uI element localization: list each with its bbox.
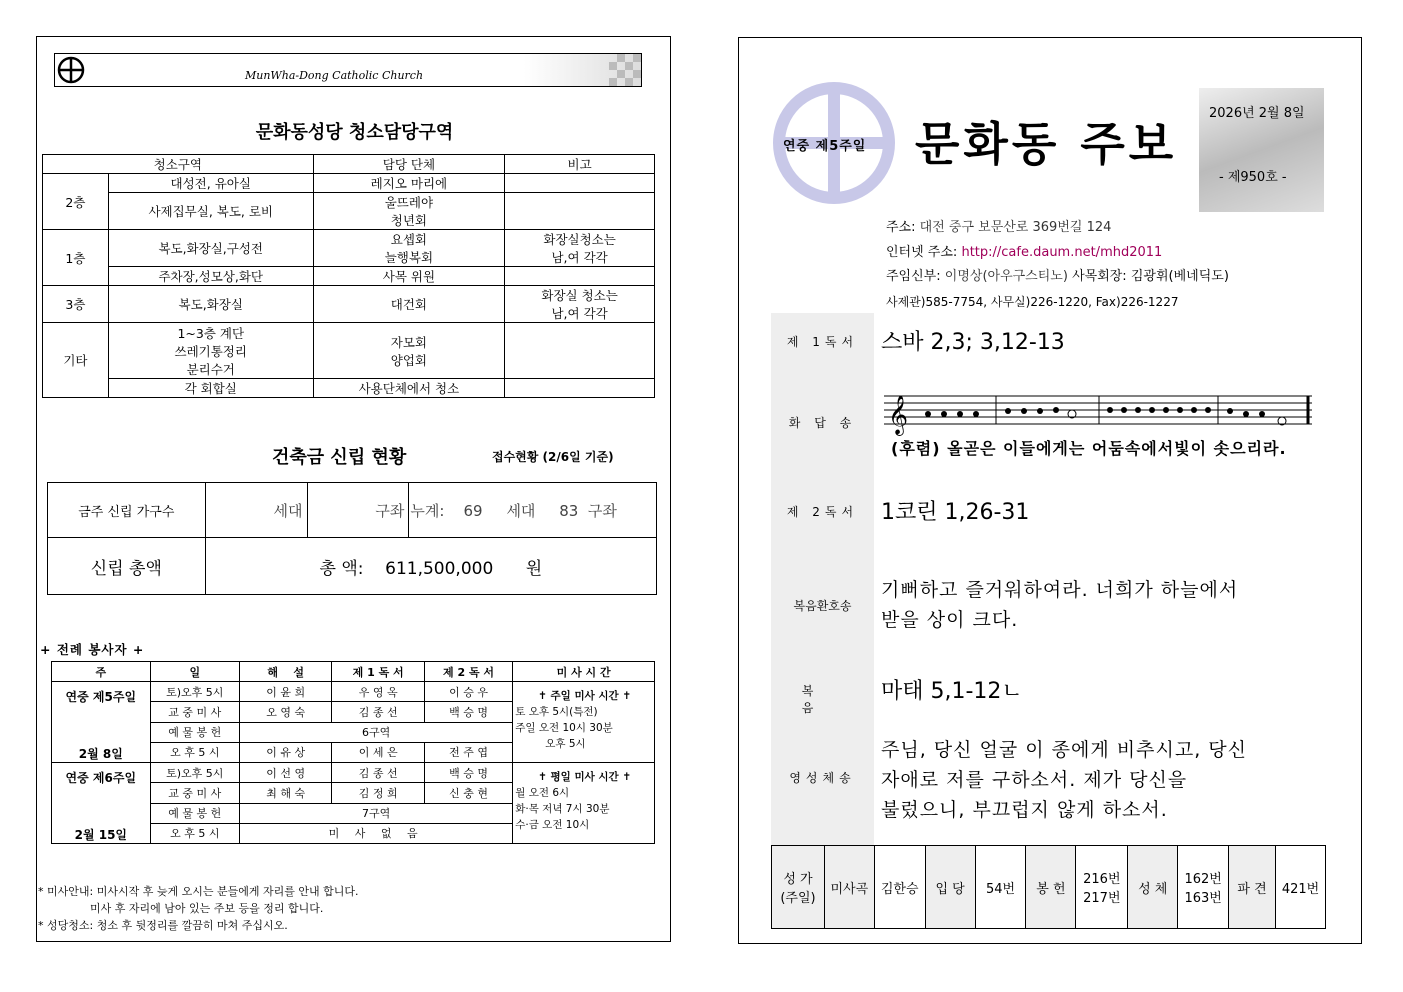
note-cell xyxy=(505,193,655,230)
hymn-row xyxy=(772,846,1326,929)
person-cell: 이 승 우 xyxy=(424,682,512,702)
person-cell: 우 영 옥 xyxy=(332,682,424,702)
mass-time-line: 수·금 오전 10시 xyxy=(515,819,590,831)
recessional-value-cell: 421번 xyxy=(1276,846,1326,929)
council-label: 사목회장: xyxy=(1072,269,1127,284)
pastor-label: 주임신부: xyxy=(886,269,941,284)
header-cell: 비고 xyxy=(505,155,655,174)
note-line: 남,여 각각 xyxy=(551,250,608,265)
person-cell: 김 종 선 xyxy=(332,702,424,722)
address-label: 주소: xyxy=(886,220,916,235)
header-cell: 담당 단체 xyxy=(313,155,505,174)
mass-time-line: 화·목 저녁 7시 30분 xyxy=(515,803,610,815)
gospel-label: 복 음 xyxy=(801,684,844,715)
first-reading-label: 제 1독서 xyxy=(786,335,859,349)
fax: Fax)226-1227 xyxy=(1095,294,1179,309)
internet-label: 인터넷 주소: xyxy=(886,244,958,260)
church-logo-icon xyxy=(57,56,85,84)
phone-line xyxy=(886,290,1229,315)
label-cell: 신립 총액 xyxy=(48,538,206,595)
acclamation-line: 기뻐하고 즐거워하여라. 너희가 하늘에서 xyxy=(881,579,1239,601)
note-line: 미사 후 자리에 남아 있는 주보 등을 정리 합니다. xyxy=(90,902,324,915)
note-line: * 미사안내: 미사시작 후 늦게 오시는 분들에게 자리를 안내 합니다. xyxy=(38,885,359,898)
mass-label-cell: 미사곡 xyxy=(824,846,874,929)
note-cell xyxy=(505,230,655,267)
mass-time-line: 오후 5시 xyxy=(545,738,586,750)
pastor-line xyxy=(886,265,1229,290)
parish-info xyxy=(886,216,1229,314)
role-cell: 교 중 미 사 xyxy=(150,702,239,722)
bulletin-date: 2026년 2월 8일 xyxy=(1209,106,1305,121)
table-row xyxy=(43,174,655,193)
mass-time-line: 월 오전 6시 xyxy=(515,787,570,799)
cumulative-household-unit: 세대 xyxy=(506,501,536,520)
cumulative-households: 69 xyxy=(463,501,483,520)
weekday-mass-title: ✝ 평일 미사 시간 ✝ xyxy=(538,771,632,783)
week-name: 연중 제5주일 xyxy=(65,690,137,704)
note-cell xyxy=(505,286,655,323)
entrance-label-cell: 입 당 xyxy=(925,846,975,929)
communion-line: 자애로 저를 구하소서. 제가 당신을 xyxy=(881,769,1188,791)
communion-label: 영성체송 xyxy=(789,771,856,785)
group-cell xyxy=(313,193,505,230)
hymn-number: 216번 xyxy=(1083,872,1121,887)
person-cell: 전 주 엽 xyxy=(424,742,512,762)
table-row xyxy=(43,286,655,323)
area-cell: 주차장,성모상,화단 xyxy=(108,267,313,286)
building-title: 건축금 신립 현황 xyxy=(272,447,407,468)
header-text: 해 xyxy=(267,665,279,679)
area-cell: 사제집무실, 복도, 로비 xyxy=(108,193,313,230)
cumulative-account-unit: 구좌 xyxy=(587,501,617,520)
label-cell: 금주 신립 가구수 xyxy=(48,483,206,538)
table-row xyxy=(43,379,655,398)
issue-number: - 제950호 - xyxy=(1219,170,1287,185)
area-cell: 복도,화장실,구성전 xyxy=(108,230,313,267)
mass-time-line: 토 오후 5시(특전) xyxy=(515,706,598,718)
note-line: * 성당청소: 청소 후 뒷정리를 깔끔히 마쳐 주십시오. xyxy=(38,919,288,932)
note-line: 화장실청소는 xyxy=(543,232,616,247)
no-mass-cell: 미 사 없 음 xyxy=(239,823,512,843)
hymn-label: (주일) xyxy=(780,891,816,906)
table-row xyxy=(48,538,657,595)
recessional-label-cell: 파 견 xyxy=(1229,846,1276,929)
header-text: 설 xyxy=(293,665,304,679)
person-cell: 김 종 선 xyxy=(332,763,424,783)
floor-cell: 1층 xyxy=(43,230,109,286)
district-cell: 7구역 xyxy=(239,803,512,823)
internet-line xyxy=(886,241,1229,266)
district-cell: 6구역 xyxy=(239,722,512,742)
hymn-label: 성 가 xyxy=(783,872,813,887)
area-line: 분리수거 xyxy=(186,361,235,377)
cleaning-title: 문화동성당 청소담당구역 xyxy=(255,122,454,143)
left-header xyxy=(54,53,642,87)
note-cell xyxy=(505,379,655,398)
cumulative-label: 누계: xyxy=(410,501,445,520)
offertory-value-cell xyxy=(1076,846,1128,929)
note-cell xyxy=(505,174,655,193)
note-line: 남,여 각각 xyxy=(551,306,608,321)
person-cell: 이 윤 희 xyxy=(239,682,331,702)
note-cell xyxy=(505,323,655,379)
area-cell: 복도,화장실 xyxy=(108,286,313,323)
church-name-english: MunWha-Dong Catholic Church xyxy=(245,69,424,82)
person-cell: 백 승 명 xyxy=(424,763,512,783)
person-cell: 이 유 상 xyxy=(239,742,331,762)
hymn-number: 163번 xyxy=(1184,891,1222,906)
communion-antiphon xyxy=(881,735,1247,825)
area-line: 쓰레기통정리 xyxy=(174,343,247,359)
group-cell: 사목 위원 xyxy=(313,267,505,286)
cleaning-table xyxy=(42,154,655,398)
role-cell: 오 후 5 시 xyxy=(150,742,239,762)
header-cell: 일 xyxy=(150,662,239,682)
week-label: 연중 제5주일 xyxy=(783,139,867,154)
header-cell: 주 xyxy=(52,662,151,682)
entrance-value-cell: 54번 xyxy=(975,846,1026,929)
communion-value-cell xyxy=(1178,846,1229,929)
liturgy-table xyxy=(51,661,655,844)
weekday-mass-cell xyxy=(513,763,655,844)
table-row xyxy=(43,323,655,379)
person-cell: 이 선 영 xyxy=(239,763,331,783)
mass-value-cell: 김한승 xyxy=(874,846,925,929)
first-reading: 스바 2,3; 3,12-13 xyxy=(881,330,1065,355)
rectory-phone: 사제관)585-7754, xyxy=(886,294,988,309)
person-cell: 신 충 현 xyxy=(424,783,512,803)
cumulative-cell xyxy=(409,483,657,538)
pastor: 이명상(아우구스티노) xyxy=(944,269,1068,284)
role-cell: 교 중 미 사 xyxy=(150,783,239,803)
area-cell: 각 회합실 xyxy=(108,379,313,398)
header-cell: 미 사 시 간 xyxy=(513,662,655,682)
person-cell: 오 영 숙 xyxy=(239,702,331,722)
second-reading-label: 제 2독서 xyxy=(786,505,859,519)
floor-cell: 기타 xyxy=(43,323,109,398)
table-header-row xyxy=(52,662,655,682)
floor-cell: 3층 xyxy=(43,286,109,323)
table-header-row xyxy=(43,155,655,174)
group-cell: 대건회 xyxy=(313,286,505,323)
role-cell: 예 물 봉 헌 xyxy=(150,722,239,742)
total-label: 총 액: xyxy=(319,558,364,579)
group-line: 늘행복회 xyxy=(384,250,434,265)
left-page xyxy=(36,36,671,942)
gospel: 마태 5,1-12ㄴ xyxy=(881,679,1023,704)
role-cell: 토)오후 5시 xyxy=(150,682,239,702)
sunday-mass-cell xyxy=(513,682,655,763)
total-value: 611,500,000 xyxy=(385,558,494,579)
building-note: 접수현황 (2/6일 기준) xyxy=(492,450,614,464)
group-cell: 사용단체에서 청소 xyxy=(313,379,505,398)
header-cell: 제 1 독 서 xyxy=(332,662,424,682)
hymn-number: 217번 xyxy=(1083,891,1121,906)
header-cell xyxy=(239,662,331,682)
week-cell xyxy=(52,682,151,763)
cumulative-accounts: 83 xyxy=(559,501,579,520)
psalm-label: 화 답 송 xyxy=(788,416,857,430)
table-row xyxy=(43,230,655,267)
svg-text:𝄞: 𝄞 xyxy=(888,395,909,435)
hymn-label-cell xyxy=(772,846,825,929)
area-line: 1~3층 계단 xyxy=(177,325,245,341)
week-date: 2월 15일 xyxy=(74,828,128,842)
person-cell: 이 세 은 xyxy=(332,742,424,762)
note-line: 화장실 청소는 xyxy=(541,288,618,303)
group-line: 양업회 xyxy=(390,352,427,368)
address-line xyxy=(886,216,1229,241)
person-cell: 백 승 명 xyxy=(424,702,512,722)
internet-link[interactable]: http://cafe.daum.net/mhd2011 xyxy=(961,244,1163,260)
week-name: 연중 제6주일 xyxy=(65,771,137,785)
area-cell: 대성전, 유아실 xyxy=(108,174,313,193)
area-cell xyxy=(108,323,313,379)
role-cell: 예 물 봉 헌 xyxy=(150,803,239,823)
person-cell: 최 해 숙 xyxy=(239,783,331,803)
note-cell xyxy=(505,267,655,286)
total-cell xyxy=(205,538,656,595)
table-row xyxy=(43,267,655,286)
role-cell: 토)오후 5시 xyxy=(150,763,239,783)
group-cell xyxy=(313,323,505,379)
label-column xyxy=(771,313,874,845)
floor-cell: 2층 xyxy=(43,174,109,230)
address: 대전 중구 보문산로 369번길 124 xyxy=(919,220,1112,235)
week-date: 2월 8일 xyxy=(78,747,123,761)
group-line: 청년회 xyxy=(390,213,427,228)
second-reading: 1코린 1,26-31 xyxy=(881,500,1030,525)
sunday-mass-title: ✝ 주일 미사 시간 ✝ xyxy=(538,690,632,702)
account-cell: 구좌 xyxy=(307,483,409,538)
communion-label-cell: 성 체 xyxy=(1128,846,1178,929)
header-cell: 청소구역 xyxy=(43,155,314,174)
group-line: 자모회 xyxy=(390,334,427,350)
right-page xyxy=(738,37,1362,944)
hymn-number: 162번 xyxy=(1184,872,1222,887)
office-phone: 사무실)226-1220, xyxy=(990,294,1092,309)
acclamation-line: 받을 상이 크다. xyxy=(881,609,1019,631)
table-row xyxy=(43,193,655,230)
group-line: 울뜨레야 xyxy=(384,195,434,210)
role-cell: 오 후 5 시 xyxy=(150,823,239,843)
council: 김광휘(베네딕도) xyxy=(1130,269,1229,284)
week-cell xyxy=(52,763,151,844)
gospel-acclamation-label: 복음환호송 xyxy=(793,599,852,613)
notes xyxy=(38,883,358,934)
offertory-label-cell: 봉 헌 xyxy=(1026,846,1076,929)
header-pattern xyxy=(609,54,641,86)
household-cell: 세대 xyxy=(205,483,307,538)
communion-line: 주님, 당신 얼굴 이 종에게 비추시고, 당신 xyxy=(881,739,1247,761)
table-row xyxy=(52,682,655,702)
bulletin-title: 문화동 주보 xyxy=(915,117,1178,171)
communion-line: 불렀으니, 부끄럽지 않게 하소서. xyxy=(881,799,1168,821)
hymn-table xyxy=(771,845,1326,929)
group-cell xyxy=(313,230,505,267)
total-unit: 원 xyxy=(525,558,543,579)
liturgy-label: + 전례 봉사자 + xyxy=(40,642,145,657)
gospel-acclamation xyxy=(881,575,1238,635)
table-row xyxy=(52,763,655,783)
table-row xyxy=(48,483,657,538)
header-cell: 제 2 독 서 xyxy=(424,662,512,682)
group-cell: 레지오 마리에 xyxy=(313,174,505,193)
psalm-lyrics: (후렴) 올곧은 이들에게는 어둠속에서빛이 솟으리라. xyxy=(891,439,1287,458)
building-table xyxy=(47,482,657,595)
group-line: 요셉회 xyxy=(390,232,427,247)
mass-time-line: 주일 오전 10시 30분 xyxy=(515,722,613,734)
person-cell: 김 정 희 xyxy=(332,783,424,803)
